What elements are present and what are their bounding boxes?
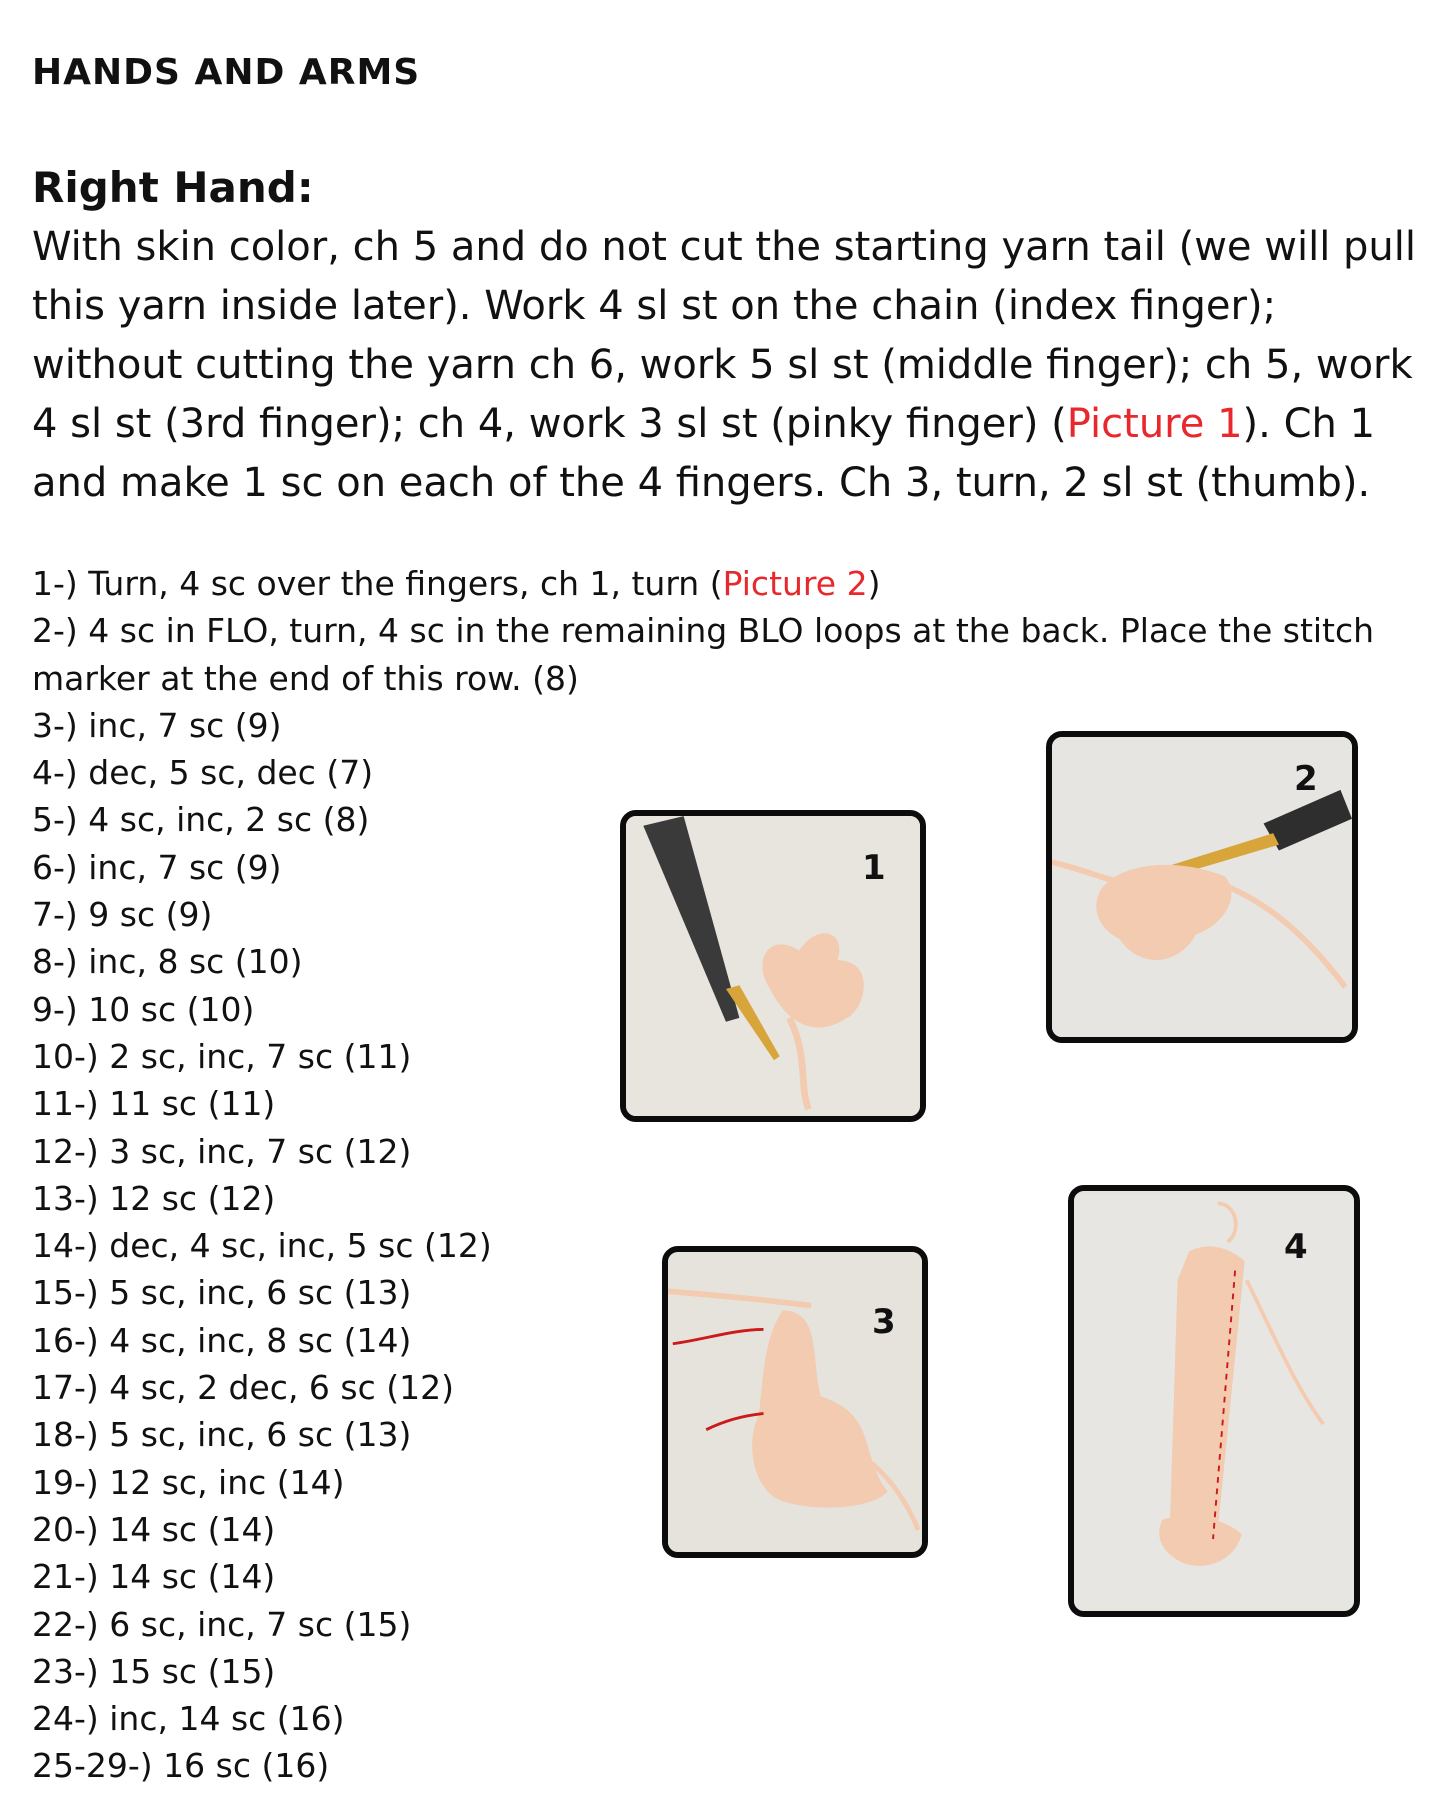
text-segment: 15-) 5 sc, inc, 6 sc (13) [32,1273,412,1313]
text-segment: 10-) 2 sc, inc, 7 sc (11) [32,1036,412,1076]
text-segment: 4 sl st (3rd finger); ch 4, work 3 sl st (pinky finger) ( [32,401,1067,447]
page-heading: HANDS AND ARMS [32,52,421,93]
text-segment: 22-) 6 sc, inc, 7 sc (15) [32,1604,412,1644]
text-segment: 17-) 4 sc, 2 dec, 6 sc (12) [32,1368,454,1408]
intro-line [32,277,1432,336]
section-title-right-hand: Right Hand: [32,163,314,212]
text-segment: marker at the end of this row. (8) [32,658,579,698]
text-segment: 5-) 4 sc, inc, 2 sc (8) [32,800,370,840]
text-segment: this yarn inside later). Work 4 sl st on the chain (index finger); [32,283,1277,329]
round-instruction [32,1742,1412,1789]
text-segment: 11-) 11 sc (11) [32,1084,276,1124]
picture-4-photo [1074,1191,1354,1611]
text-segment: 2-) 4 sc in FLO, turn, 4 sc in the remaining BLO loops at the back. Place the stitch [32,611,1375,651]
picture-4 [1068,1185,1360,1617]
text-segment: 16-) 4 sc, inc, 8 sc (14) [32,1320,412,1360]
round-instruction [32,1648,1412,1695]
text-segment: 19-) 12 sc, inc (14) [32,1462,345,1502]
picture-1 [620,810,926,1122]
text-segment: 9-) 10 sc (10) [32,989,255,1029]
text-segment: 3-) inc, 7 sc (9) [32,705,282,745]
intro-paragraph [32,218,1432,513]
text-segment: 4-) dec, 5 sc, dec (7) [32,753,374,793]
intro-line [32,218,1432,277]
picture-2 [1046,731,1358,1043]
round-instruction [32,560,1412,607]
intro-line [32,395,1432,454]
picture-1-number: 1 [862,848,886,888]
text-segment: 23-) 15 sc (15) [32,1651,276,1691]
text-segment: 12-) 3 sc, inc, 7 sc (12) [32,1131,412,1171]
picture-2-number: 2 [1294,759,1318,799]
text-segment: 7-) 9 sc (9) [32,895,213,935]
picture-3 [662,1246,928,1558]
round-instruction [32,607,1412,654]
text-segment: 1-) Turn, 4 sc over the fingers, ch 1, turn ( [32,564,723,603]
text-segment: without cutting the yarn ch 6, work 5 sl st (middle finger); ch 5, work [32,342,1413,388]
round-instruction [32,1128,1412,1175]
picture-3-number: 3 [872,1302,896,1342]
picture-3-photo [668,1252,922,1552]
text-segment: ). Ch 1 [1242,401,1376,447]
text-segment: 24-) inc, 14 sc (16) [32,1699,345,1739]
picture-reference: Picture 2 [722,564,868,603]
picture-reference: Picture 1 [1066,401,1243,447]
text-segment: 25-29-) 16 sc (16) [32,1746,330,1786]
text-segment: 8-) inc, 8 sc (10) [32,942,303,982]
text-segment: 20-) 14 sc (14) [32,1509,276,1549]
text-segment: 14-) dec, 4 sc, inc, 5 sc (12) [32,1226,492,1266]
intro-line [32,454,1432,513]
text-segment: 18-) 5 sc, inc, 6 sc (13) [32,1415,412,1455]
text-segment: and make 1 sc on each of the 4 fingers. Ch 3, turn, 2 sl st (thumb). [32,460,1371,506]
intro-line [32,336,1432,395]
text-segment: 21-) 14 sc (14) [32,1557,276,1597]
text-segment: ) [867,564,881,603]
text-segment: 13-) 12 sc (12) [32,1178,276,1218]
round-instruction [32,1695,1412,1742]
picture-4-number: 4 [1284,1227,1308,1267]
text-segment: 6-) inc, 7 sc (9) [32,847,282,887]
text-segment: With skin color, ch 5 and do not cut the starting yarn tail (we will pull [32,224,1416,270]
round-instruction [32,655,1412,702]
